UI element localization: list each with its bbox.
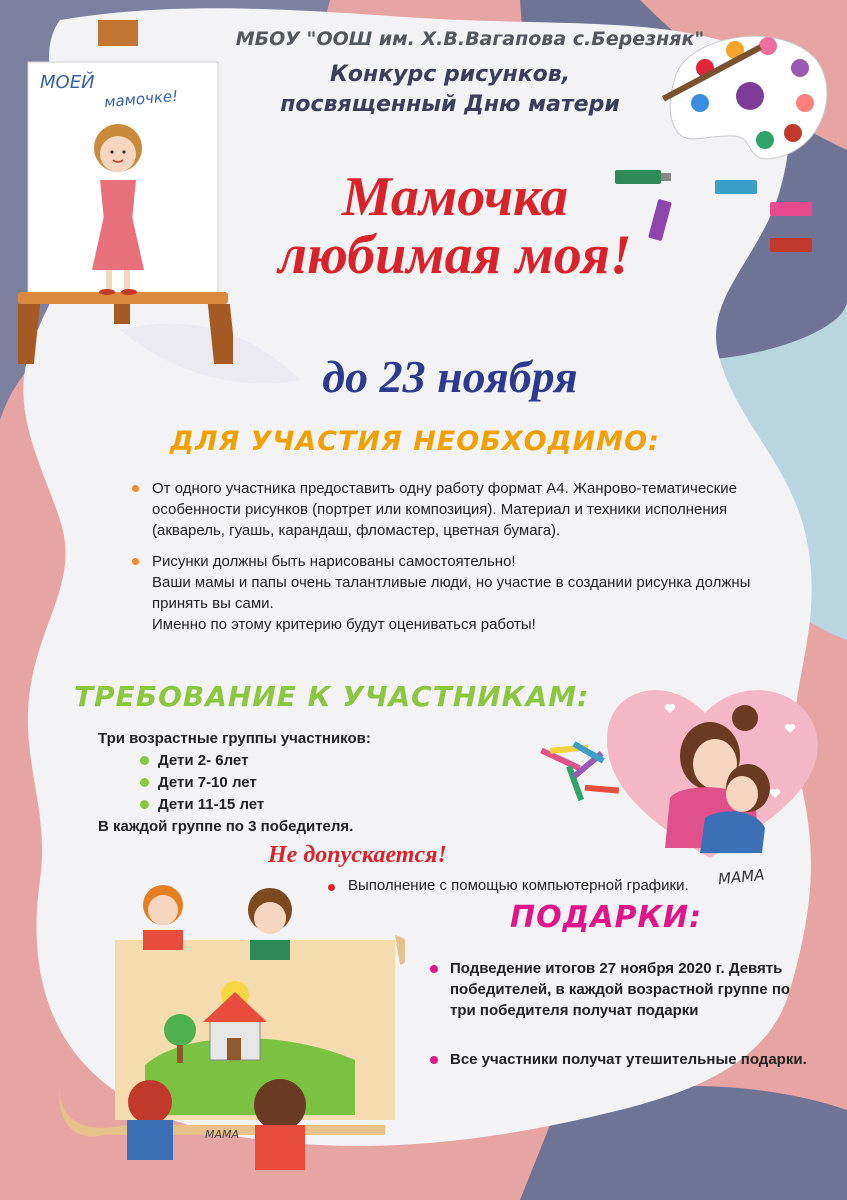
not-allowed-text: Выполнение с помощью компьютерной графики. <box>326 877 786 894</box>
age-group: Дети 2- 6лет <box>138 750 498 772</box>
participation-item-2-line1: Рисунки должны быть нарисованы самостоятельно! <box>152 553 516 570</box>
requirements-heading: ТРЕБОВАНИЕ К УЧАСТНИКАМ: <box>74 680 590 713</box>
winners-note: В каждой группе по 3 победителя. <box>98 818 354 835</box>
gifts-list <box>428 958 808 1070</box>
requirements-intro: Три возрастные группы участников: <box>98 730 371 747</box>
heart-illustration <box>530 668 830 863</box>
easel-sign-line1: МОЕЙ <box>40 72 95 93</box>
contest-line1: Конкурс рисунков, <box>329 62 571 87</box>
participation-item-2-line3: Именно по этому критерию будут оцениваться работы! <box>152 616 536 633</box>
participation-list <box>130 478 790 635</box>
easel <box>18 20 233 365</box>
contest-title <box>230 60 670 120</box>
contest-line2: посвященный Дню матери <box>280 92 620 117</box>
participation-item-2-line2: Ваши мамы и папы очень талантливые люди, но участие в создании рисунка должны принять вы сами. <box>152 574 751 612</box>
gifts-heading: ПОДАРКИ: <box>510 900 703 935</box>
participation-item-1: От одного участника предоставить одну работу формат А4. Жанрово-тематические особенности рисунков (портрет или композиция). Материал и техники исполнения (акварель, гуашь, карандаш, фломастер, цветная бумага). <box>130 478 790 541</box>
mama-label-right: МАМА <box>717 865 766 889</box>
main-title <box>235 168 675 284</box>
not-allowed-heading: Не допускается! <box>268 842 447 868</box>
deadline: до 23 ноября <box>322 351 578 402</box>
age-groups-list <box>98 750 498 816</box>
drawing-mama-label: МАМА <box>205 1128 240 1141</box>
mom-child-illustration <box>530 668 830 863</box>
participation-heading: ДЛЯ УЧАСТИЯ НЕОБХОДИМО: <box>170 426 660 457</box>
age-group: Дети 7-10 лет <box>138 772 498 794</box>
children-drawing-illustration <box>55 880 405 1180</box>
gifts-item-1: Подведение итогов 27 ноября 2020 г. Девять победителей, в каждой возрастной группе по три победителя получат подарки <box>428 958 808 1021</box>
easel-sign-line2: мамочке! <box>103 86 179 112</box>
main-title-line2: любимая моя! <box>278 224 632 286</box>
requirements-block <box>98 728 498 838</box>
participation-item-2 <box>130 551 790 635</box>
age-group: Дети 11-15 лет <box>138 794 498 816</box>
gifts-item-2: Все участники получат утешительные подарки. <box>428 1049 808 1070</box>
school-name: МБОУ "ООШ им. Х.В.Вагапова с.Березняк" <box>235 28 705 50</box>
main-title-line1: Мамочка <box>341 166 569 228</box>
